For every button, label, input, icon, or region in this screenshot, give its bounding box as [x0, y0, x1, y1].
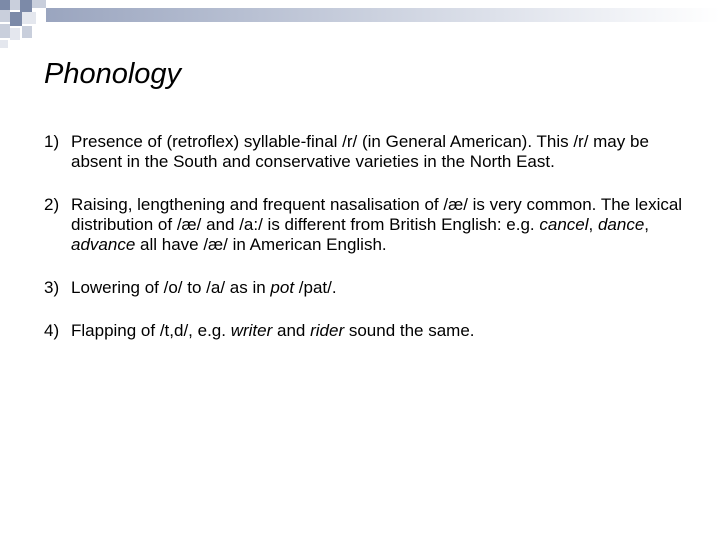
list-item-text: /pat/.: [294, 278, 337, 297]
decor-square: [10, 0, 20, 10]
list-item-text: Flapping of /t,d/, e.g.: [71, 321, 231, 340]
numbered-list: [44, 132, 694, 341]
example-word: dance: [597, 215, 645, 234]
example-word: writer: [230, 321, 273, 340]
list-item-text: Lowering of /o/ to /a/ as in: [71, 278, 271, 297]
list-item-text: ,: [644, 215, 650, 234]
example-word: rider: [310, 321, 345, 340]
decor-square: [0, 0, 10, 10]
example-word: cancel: [539, 215, 589, 234]
decor-square: [32, 0, 46, 8]
list-item-number: 1): [44, 132, 60, 151]
decor-square: [10, 28, 20, 40]
list-item-text: Raising, lengthening and frequent nasalisation of /æ/ is very common. The lexical distribution of /æ/ and /a:/ is different from British English: e.g.: [71, 195, 683, 234]
list-item-text: Presence of (retroflex) syllable-final /r/ (in General American). This /r/ may be absent in the South and conservative varieties in the North East.: [71, 132, 649, 171]
list-item: [44, 321, 694, 341]
slide-title: Phonology: [44, 58, 182, 90]
example-word: pot: [270, 278, 295, 297]
title-rule: [46, 8, 720, 22]
list-item-number: 4): [44, 321, 60, 340]
list-item-text: all have /æ/ in American English.: [135, 235, 387, 254]
list-item: [44, 132, 694, 172]
list-item-text: and: [272, 321, 311, 340]
decor-square: [0, 10, 10, 22]
list-item: [44, 195, 694, 255]
decor-square: [0, 40, 8, 48]
decor-square: [22, 12, 36, 24]
decor-square: [22, 26, 32, 38]
list-item-number: 2): [44, 195, 60, 214]
list-item-text: ,: [588, 215, 598, 234]
decor-square: [0, 24, 10, 38]
list-item-number: 3): [44, 278, 60, 297]
decor-square: [20, 0, 32, 12]
list-item-text: sound the same.: [344, 321, 475, 340]
list-item: [44, 278, 694, 298]
decor-square: [10, 12, 22, 26]
example-word: advance: [71, 235, 136, 254]
